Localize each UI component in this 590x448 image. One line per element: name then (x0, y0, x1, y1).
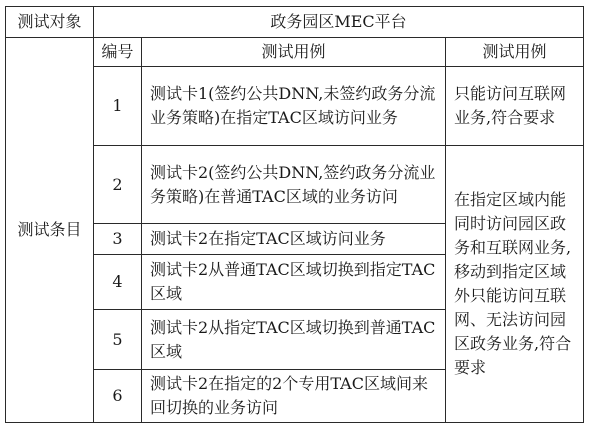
test-subject-label: 测试对象 (6, 7, 94, 38)
row-number: 2 (94, 146, 142, 224)
number-column-header: 编号 (94, 38, 142, 67)
row-case: 测试卡2从指定TAC区域切换到普通TAC区域 (142, 310, 446, 370)
header-row (6, 7, 584, 38)
row-result: 在指定区域内能同时访问园区政务和互联网业务,移动到指定区域外只能访问互联网、无法访问园区政务业务,符合要求 (446, 146, 584, 423)
row-number: 6 (94, 370, 142, 423)
row-case: 测试卡1(签约公共DNN,未签约政务分流业务策略)在指定TAC区域访问业务 (142, 67, 446, 146)
test-items-label: 测试条目 (6, 38, 94, 423)
row-number: 5 (94, 310, 142, 370)
case-column-header: 测试用例 (142, 38, 446, 67)
row-number: 4 (94, 255, 142, 310)
row-number: 1 (94, 67, 142, 146)
row-case: 测试卡2在指定的2个专用TAC区域间来回切换的业务访问 (142, 370, 446, 423)
platform-title: 政务园区MEC平台 (94, 7, 584, 38)
row-number: 3 (94, 224, 142, 255)
row-case: 测试卡2在指定TAC区域访问业务 (142, 224, 446, 255)
test-case-table (5, 6, 584, 423)
column-header-row (6, 38, 584, 67)
result-column-header: 测试用例 (446, 38, 584, 67)
row-case: 测试卡2从普通TAC区域切换到指定TAC区域 (142, 255, 446, 310)
row-case: 测试卡2(签约公共DNN,签约政务分流业务策略)在普通TAC区域的业务访问 (142, 146, 446, 224)
row-result: 只能访问互联网业务,符合要求 (446, 67, 584, 146)
